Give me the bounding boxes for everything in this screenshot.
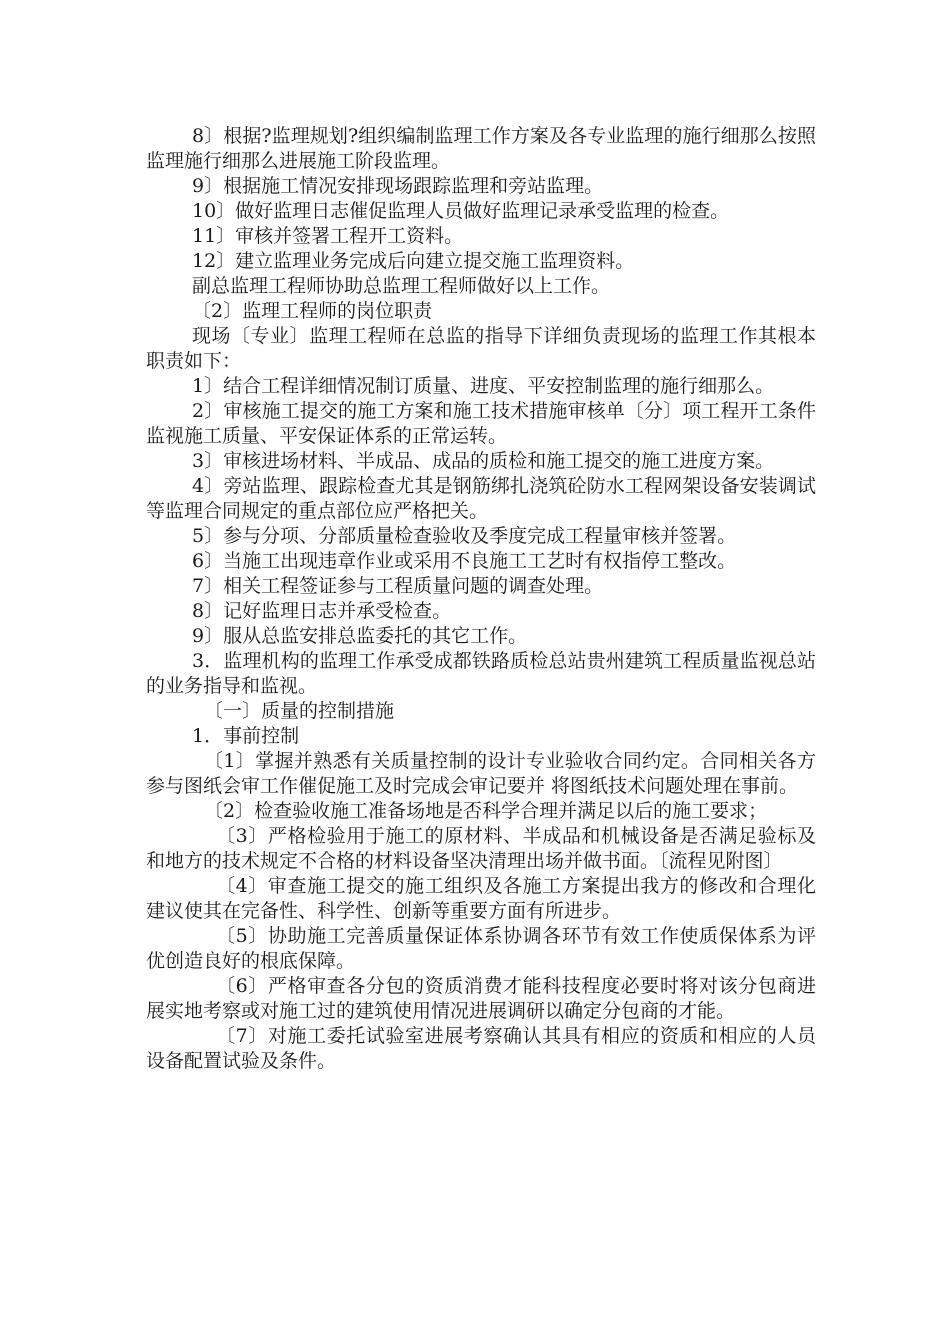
paragraph-item-8: 8〕根据?监理规划?组织编制监理工作方案及各专业监理的施行细那么按照监理施行细那么进展施工阶段监理。 bbox=[146, 125, 816, 172]
section-heading-pre-control: 1．事前控制 bbox=[192, 725, 300, 747]
paragraph-deputy-note: 副总监理工程师协助总监理工程师做好以上工作。 bbox=[192, 275, 611, 297]
paragraph-engineer-intro: 现场〔专业〕监理工程师在总监的指导下详细负责现场的监理工作其根本职责如下： bbox=[146, 325, 816, 372]
paragraph-control-7: 〔7〕对施工委托试验室进展考察确认其具有相应的资质和相应的人员设备配置试验及条件。 bbox=[146, 1025, 816, 1072]
paragraph-item-10: 10〕做好监理日志催促监理人员做好监理记录承受监理的检查。 bbox=[192, 200, 730, 222]
paragraph-duty-5: 5〕参与分项、分部质量检查验收及季度完成工程量审核并签署。 bbox=[192, 525, 737, 547]
paragraph-control-5: 〔5〕协助施工完善质量保证体系协调各环节有效工作使质保体系为评优创造良好的根底保障。 bbox=[146, 925, 816, 972]
paragraph-item-12: 12〕建立监理业务完成后向建立提交施工监理资料。 bbox=[192, 250, 635, 272]
paragraph-duty-1: 1〕结合工程详细情况制订质量、进度、平安控制监理的施行细那么。 bbox=[192, 375, 775, 397]
paragraph-duty-7: 7〕相关工程签证参与工程质量问题的调查处理。 bbox=[192, 575, 604, 597]
paragraph-duty-3: 3〕审核进场材料、半成品、成品的质检和施工提交的施工进度方案。 bbox=[192, 450, 775, 472]
paragraph-control-2: 〔2〕检查验收施工准备场地是否科学合理并满足以后的施工要求； bbox=[204, 800, 768, 822]
paragraph-duty-8: 8〕记好监理日志并承受检查。 bbox=[192, 600, 452, 622]
paragraph-item-11: 11〕审核并签署工程开工资料。 bbox=[192, 225, 464, 247]
paragraph-duty-4: 4〕旁站监理、跟踪检查尤其是钢筋绑扎浇筑砼防水工程网架设备安装调试等监理合同规定的重点部位应严格把关。 bbox=[146, 475, 816, 522]
paragraph-duty-9: 9〕服从总监安排总监委托的其它工作。 bbox=[192, 625, 528, 647]
section-heading-quality-control: 〔一〕质量的控制措施 bbox=[204, 700, 395, 722]
paragraph-item-9: 9〕根据施工情况安排现场跟踪监理和旁站监理。 bbox=[192, 175, 604, 197]
paragraph-control-1: 〔1〕掌握并熟悉有关质量控制的设计专业验收合同约定。合同相关各方参与图纸会审工作催促施工及时完成会审记要并 将图纸技术问题处理在事前。 bbox=[146, 750, 816, 797]
paragraph-control-3: 〔3〕严格检验用于施工的原材料、半成品和机械设备是否满足验标及和地方的技术规定不合格的材料设备坚决清理出场并做书面。〔流程见附图〕 bbox=[146, 825, 816, 872]
document-body bbox=[146, 124, 816, 1074]
paragraph-control-6: 〔6〕严格审查各分包的资质消费才能科技程度必要时将对该分包商进展实地考察或对施工过的建筑使用情况进展调研以确定分包商的才能。 bbox=[146, 975, 816, 1022]
paragraph-section-3: 3．监理机构的监理工作承受成都铁路质检总站贵州建筑工程质量监视总站的业务指导和监视。 bbox=[146, 650, 816, 697]
section-heading-engineer-duties: 〔2〕监理工程师的岗位职责 bbox=[192, 300, 433, 322]
paragraph-duty-2: 2〕审核施工提交的施工方案和施工技术措施审核单〔分〕项工程开工条件监视施工质量、平安保证体系的正常运转。 bbox=[146, 400, 816, 447]
paragraph-control-4: 〔4〕审查施工提交的施工组织及各施工方案提出我方的修改和合理化建议使其在完备性、科学性、创新等重要方面有所进步。 bbox=[146, 875, 816, 922]
paragraph-duty-6: 6〕当施工出现违章作业或采用不良施工工艺时有权指停工整改。 bbox=[192, 550, 737, 572]
